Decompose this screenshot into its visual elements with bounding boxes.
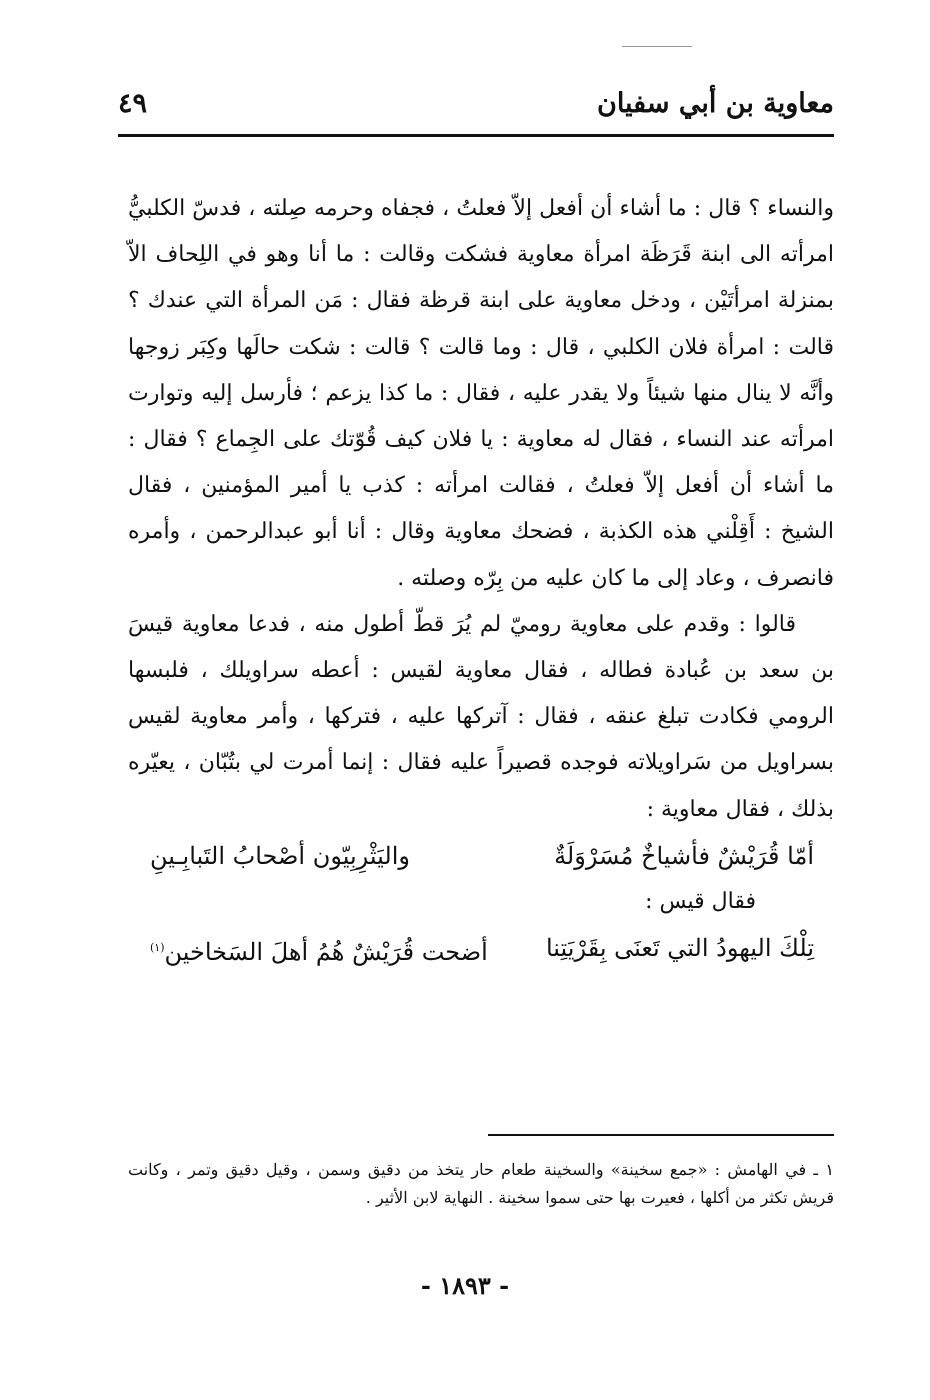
header-rule bbox=[118, 134, 834, 137]
page-header bbox=[118, 84, 834, 130]
verse-2-first-hemistich: تِلْكَ اليهودُ التي تَعنَى بِقَرْيَتِنا bbox=[545, 933, 814, 962]
verse-1-first-hemistich: أمّا قُرَيْشٌ فأشياخٌ مُسَرْوَلَةٌ bbox=[554, 841, 814, 870]
verse-2-second-text: أضحت قُرَيْشٌ هُمُ أهلَ السَخاخين bbox=[164, 937, 488, 966]
scan-mark-line bbox=[622, 46, 692, 47]
footnotes bbox=[128, 1156, 834, 1212]
verse-1 bbox=[128, 833, 834, 879]
paragraph-1: والنساء ؟ قال : ما أشاء أن أفعل إلاّ فعلتُ ، فجفاه وحرمه صِلته ، فدسّ الكلبيُّ امرأته الى ابنة قَرَظَة امرأة معاوية فشكت وقالت : ما أنا وهو في اللِحاف الاّ بمنزلة امرأتَيْن ، ودخل معاوية على ابنة قرظة فقال : مَن المرأة التي عندك ؟ قالت : امرأة فلان الكلبي ، قال : وما قالت ؟ قالت : شكت حالَها وكِبَر زوجها وأنَّه لا ينال منها شيئاً ولا يقدر عليه ، فقال : ما كذا يزعم ؛ فأرسل إليه وتوارت امرأته عند النساء ، فقال له معاوية : يا فلان كيف قُوّتك على الجِماع ؟ فقال : ما أشاء أن أفعل إلاّ فعلتُ ، فقالت امرأته : كذب يا أمير المؤمنين ، فقال الشيخ : أَقِلْني هذه الكذبة ، فضحك معاوية وقال : أنا أبو عبدالرحمن ، وأمره فانصرف ، وعاد إلى ما كان عليه من بِرّه وصلته . bbox=[128, 196, 835, 591]
footnote-marker: (١) bbox=[150, 940, 165, 954]
main-text bbox=[128, 186, 834, 975]
verse-2 bbox=[128, 925, 834, 975]
footnote-rule bbox=[488, 1134, 834, 1136]
verse-2-second-hemistich bbox=[150, 925, 488, 975]
footnote-1: ١ ـ في الهامش : «جمع سخينة» والسخينة طعام حار يتخذ من دقيق وسمن ، وقيل دقيق وتمر ، وكانت قريش تكثر من أكلها ، فعيرت بها حتى سموا سخينة . النهاية لابن الأثير . bbox=[128, 1160, 834, 1207]
verse-1-second-hemistich: واليَثْرِبِيّون أصْحابُ التَبابِـينِ bbox=[150, 841, 410, 870]
verse-intro: فقال قيس : bbox=[645, 888, 756, 914]
header-page-number: ٤٩ bbox=[118, 88, 148, 119]
paragraph-2: قالوا : وقدم على معاوية روميّ لم يُرَ قطّ أطول منه ، فدعا معاوية قيسَ بن سعد بن عُبادة فطاله ، فقال معاوية لقيس : أعطه سراويلك ، فلبسها الرومي فكادت تبلغ عنقه ، فقال : آتركها عليه ، فتركها ، وأمر معاوية لقيس بسراويل من سَراويلاته فوجده قصيراً عليه فقال : إنما أمرت لي بتُبّان ، يعيّره بذلك ، فقال معاوية : bbox=[128, 611, 834, 822]
page-number: - ١٨٩٣ - bbox=[420, 1271, 510, 1300]
running-title: معاوية بن أبي سفيان bbox=[596, 88, 834, 119]
